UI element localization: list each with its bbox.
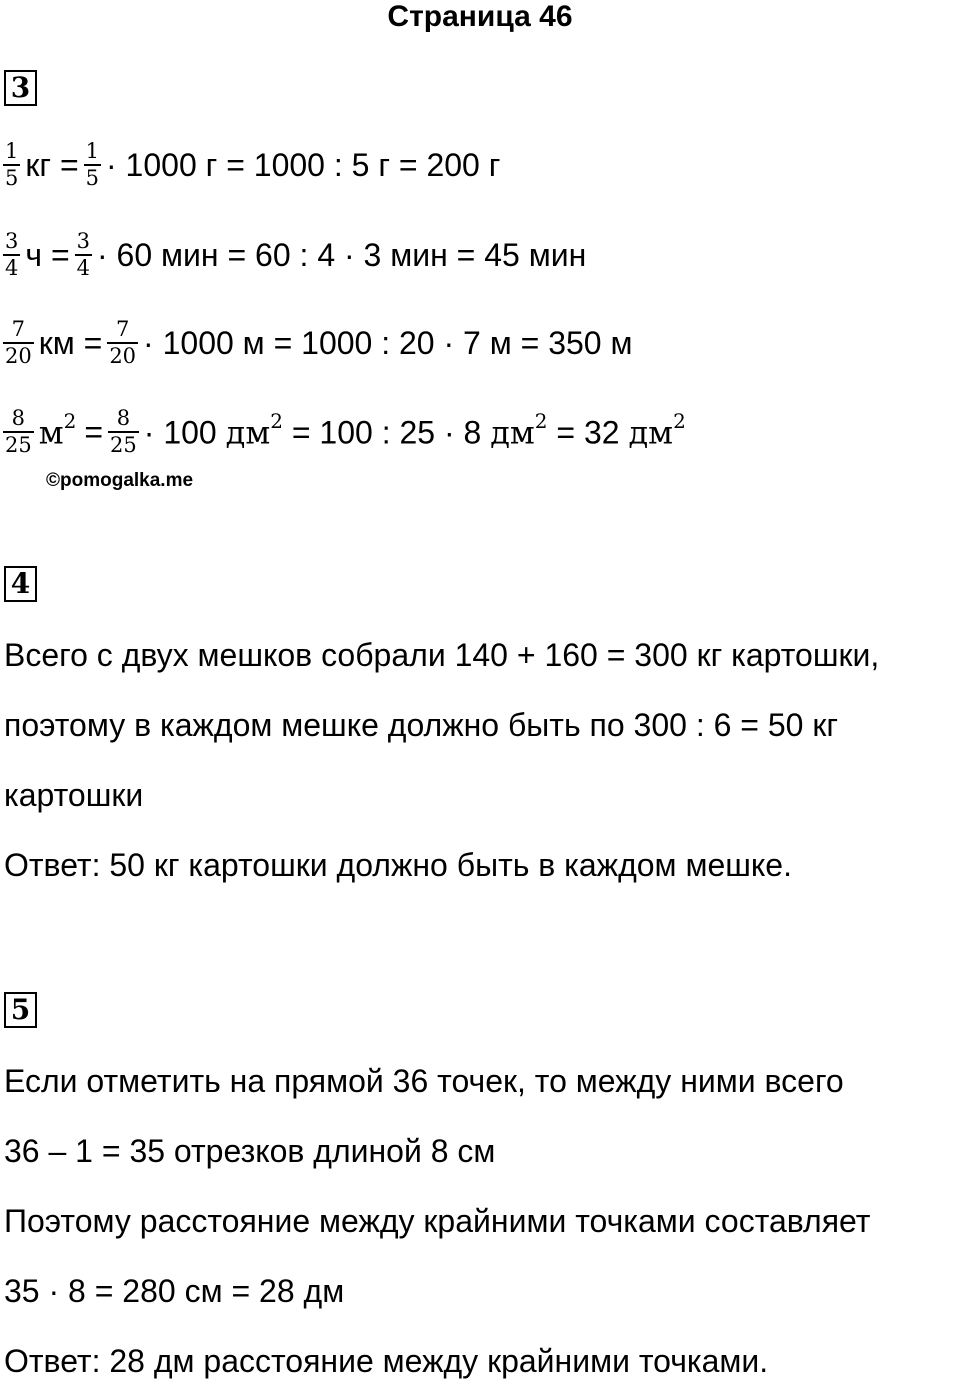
- task-5-answer: Ответ: 28 дм расстояние между крайними точками.: [4, 1343, 769, 1379]
- task-5-line-1: Если отметить на прямой 36 точек, то между ними всего: [4, 1063, 844, 1099]
- fraction: $\frac{1}{5}$: [85, 139, 99, 190]
- task-3-equation-2: $\frac{3}{4}$ ч = $\frac{3}{4}$ · 60 мин = 60 : 4 · 3 мин = 45 мин: [5, 229, 587, 280]
- fraction: $\frac{1}{5}$: [5, 139, 19, 190]
- task-4-line-2: поэтому в каждом мешке должно быть по 300 : 6 = 50 кг: [4, 707, 839, 743]
- task-4-line-1: Всего с двух мешков собрали 140 + 160 = 300 кг картошки,: [4, 637, 880, 673]
- fraction: $\frac{8}{25}$: [5, 406, 32, 457]
- task-3-equation-4: $\frac{8}{25}$ $м^2$ = $\frac{8}{25}$ · 100 $дм^2 = 100$ : 25 · 8 $дм^2 = 32$ $дм^2$: [5, 406, 686, 457]
- task-3-equation-3: $\frac{7}{20}$ км = $\frac{7}{20}$ · 1000 м = 1000 : 20 · 7 м = 350 м: [5, 317, 633, 368]
- fraction: $\frac{3}{4}$: [5, 229, 19, 280]
- fraction: $\frac{8}{25}$: [110, 406, 137, 457]
- task-4-number: 4: [4, 566, 37, 602]
- task-5-line-3: Поэтому расстояние между крайними точками составляет: [4, 1203, 871, 1239]
- page-title: Страница 46: [387, 0, 573, 33]
- fraction: $\frac{7}{20}$: [109, 317, 137, 368]
- fraction: $\frac{7}{20}$: [5, 317, 32, 368]
- task-5-line-2: 36 – 1 = 35 отрезков длиной 8 см: [4, 1133, 496, 1169]
- watermark: ©pomogalka.me: [46, 470, 194, 491]
- task-4-line-3: картошки: [4, 777, 144, 813]
- task-4-answer: Ответ: 50 кг картошки должно быть в каждом мешке.: [4, 847, 792, 883]
- task-5-number: 5: [4, 992, 37, 1028]
- fraction: $\frac{3}{4}$: [76, 229, 90, 280]
- task-3-number: 3: [4, 70, 37, 106]
- task-5-line-4: 35 · 8 = 280 см = 28 дм: [4, 1273, 345, 1309]
- task-3-equation-1: $\frac{1}{5}$ кг = $\frac{1}{5}$ · 1000 г = 1000 : 5 г = 200 г: [5, 139, 501, 190]
